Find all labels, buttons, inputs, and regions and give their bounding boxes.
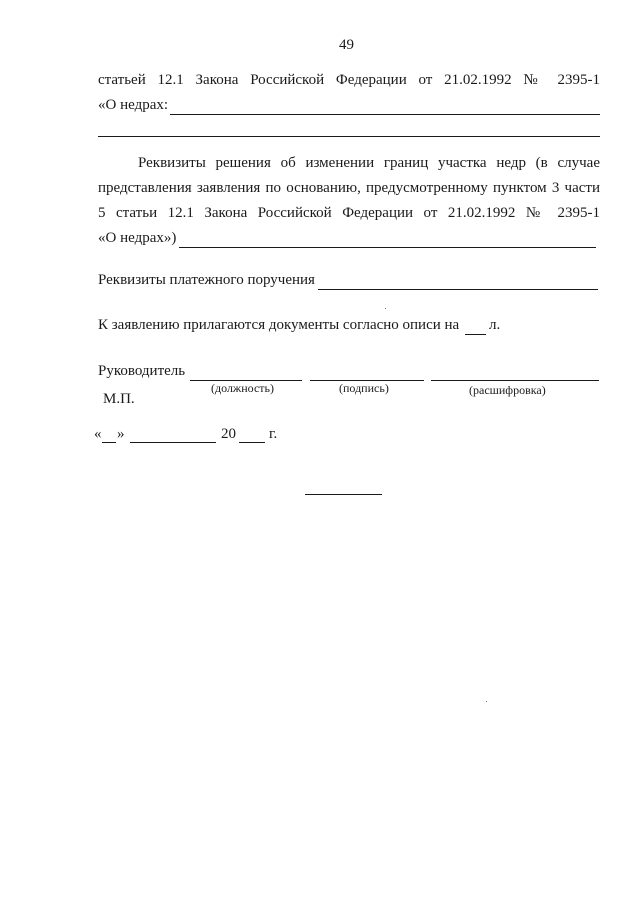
payment-blank [318,289,598,290]
payment-label: Реквизиты платежного поручения [98,272,315,288]
scan-speck [486,701,487,702]
nedra-name-blank-2 [98,136,600,137]
attachments-count-blank [465,334,486,335]
continuation-line-1: статьей 12.1 Закона Российской Федерации от 21.02.1992 № 2395-1 [98,72,600,88]
end-separator-line [305,494,382,495]
date-month-blank [130,442,216,443]
attachments-text: К заявлению прилагаются документы согласно описи на [98,317,460,333]
continuation-line-2: «О недрах: [98,97,169,113]
decoding-blank [431,380,599,381]
seal-label: М.П. [103,391,135,407]
page-number: 49 [339,37,354,53]
boundary-change-line-2: представления заявления по основанию, предусмотренному пунктом 3 части [98,180,600,196]
date-year-suffix: г. [269,426,278,442]
date-open-quote: « [94,426,102,442]
boundary-change-line-3: 5 статьи 12.1 Закона Российской Федерации от 21.02.1992 № 2395-1 [98,205,600,221]
boundary-change-line-1: Реквизиты решения об изменении границ участка недр (в случае [138,155,600,171]
position-caption: (должность) [211,381,274,395]
date-year-blank [239,442,265,443]
date-year-prefix: 20 [221,426,236,442]
boundary-change-line-4: «О недрах») [98,230,177,246]
scan-speck [385,308,386,309]
attachments-suffix: л. [489,317,501,333]
date-day-blank [102,442,116,443]
nedra-name-blank-1 [170,114,600,115]
signature-caption: (подпись) [339,381,389,395]
boundary-change-blank [179,247,596,248]
decoding-caption: (расшифровка) [469,383,546,397]
signature-label: Руководитель [98,363,186,379]
date-close-quote: » [117,426,125,442]
